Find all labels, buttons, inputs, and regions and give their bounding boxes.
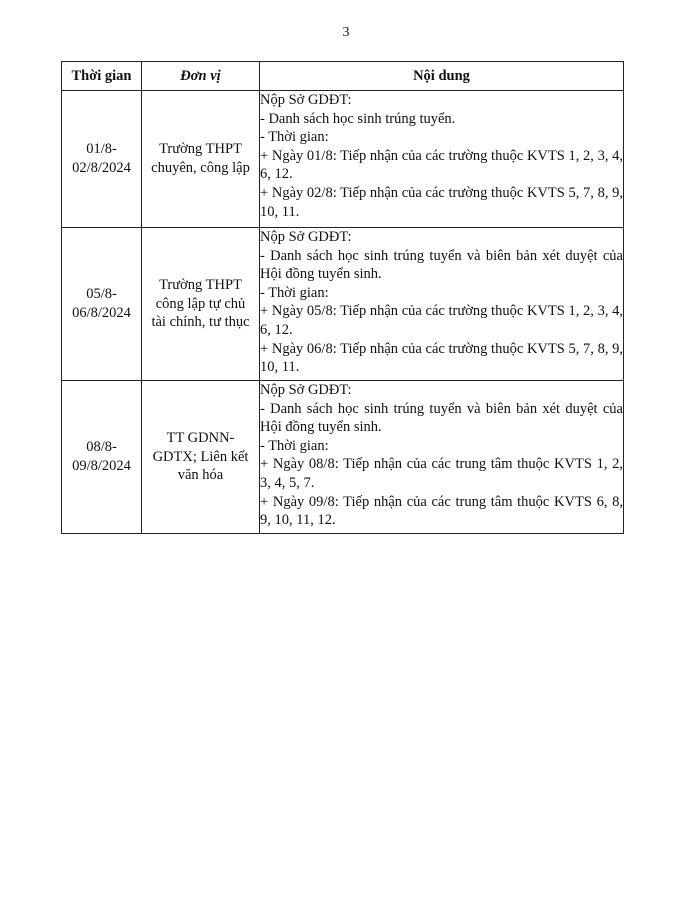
- time-cell: [62, 91, 142, 228]
- content-line: + Ngày 09/8: Tiếp nhận của các trung tâm thuộc KVTS 6, 8, 9, 10, 11, 12.: [260, 493, 623, 529]
- header-content: Nội dung: [260, 62, 624, 91]
- content-cell: [260, 91, 624, 228]
- content-line: - Thời gian:: [260, 284, 329, 301]
- table-row: [62, 91, 624, 228]
- time-end: 02/8/2024: [72, 160, 131, 176]
- content-cell: [260, 381, 624, 534]
- content-line: + Ngày 01/8: Tiếp nhận của các trường thuộc KVTS 1, 2, 3, 4, 6, 12.: [260, 147, 623, 183]
- time-end: 09/8/2024: [72, 458, 131, 474]
- unit-line: tài chính, tư thục: [151, 314, 250, 331]
- header-time: Thời gian: [62, 62, 142, 91]
- page-number: 3: [342, 25, 350, 40]
- table-row: [62, 228, 624, 381]
- unit-line: văn hóa: [177, 467, 224, 484]
- content-line: - Danh sách học sinh trúng tuyển và biên bản xét duyệt của Hội đồng tuyển sinh.: [260, 247, 623, 283]
- content-line: Nộp Sở GDĐT:: [260, 229, 352, 245]
- time-start: 01/8-: [86, 141, 117, 158]
- content-line: + Ngày 02/8: Tiếp nhận của các trường thuộc KVTS 5, 7, 8, 9, 10, 11.: [260, 184, 623, 220]
- content-cell: [260, 228, 624, 381]
- unit-line: công lập tự chủ: [155, 295, 246, 312]
- unit-line: chuyên, công lập: [151, 160, 250, 176]
- time-cell: [62, 381, 142, 534]
- content-line: + Ngày 08/8: Tiếp nhận của các trung tâm thuộc KVTS 1, 2, 3, 4, 5, 7.: [260, 456, 623, 491]
- time-end: 06/8/2024: [72, 305, 131, 321]
- unit-line: Trường THPT: [159, 141, 242, 158]
- content-line: - Thời gian:: [260, 437, 329, 454]
- content-line: + Ngày 06/8: Tiếp nhận của các trường thuộc KVTS 5, 7, 8, 9, 10, 11.: [260, 340, 623, 376]
- unit-line: TT GDNN-: [166, 430, 235, 447]
- unit-cell: [142, 228, 260, 381]
- table-header-row: [62, 62, 624, 91]
- content-line: + Ngày 05/8: Tiếp nhận của các trường thuộc KVTS 1, 2, 3, 4, 6, 12.: [260, 303, 623, 338]
- time-start: 08/8-: [86, 439, 117, 456]
- content-line: Nộp Sở GDĐT:: [260, 382, 352, 398]
- schedule-table: [61, 61, 624, 534]
- content-line: - Thời gian:: [260, 129, 329, 146]
- unit-cell: [142, 91, 260, 228]
- content-line: - Danh sách học sinh trúng tuyển và biên bản xét duyệt của Hội đồng tuyển sinh.: [260, 400, 623, 436]
- unit-line: Trường THPT: [159, 277, 242, 294]
- unit-cell: [142, 381, 260, 534]
- content-line: - Danh sách học sinh trúng tuyển.: [260, 110, 456, 127]
- time-cell: [62, 228, 142, 381]
- time-start: 05/8-: [86, 286, 117, 303]
- content-line: Nộp Sở GDĐT:: [260, 92, 352, 108]
- unit-line: GDTX; Liên kết: [152, 448, 249, 465]
- table-row: [62, 381, 624, 534]
- header-unit: Đơn vị: [142, 62, 260, 91]
